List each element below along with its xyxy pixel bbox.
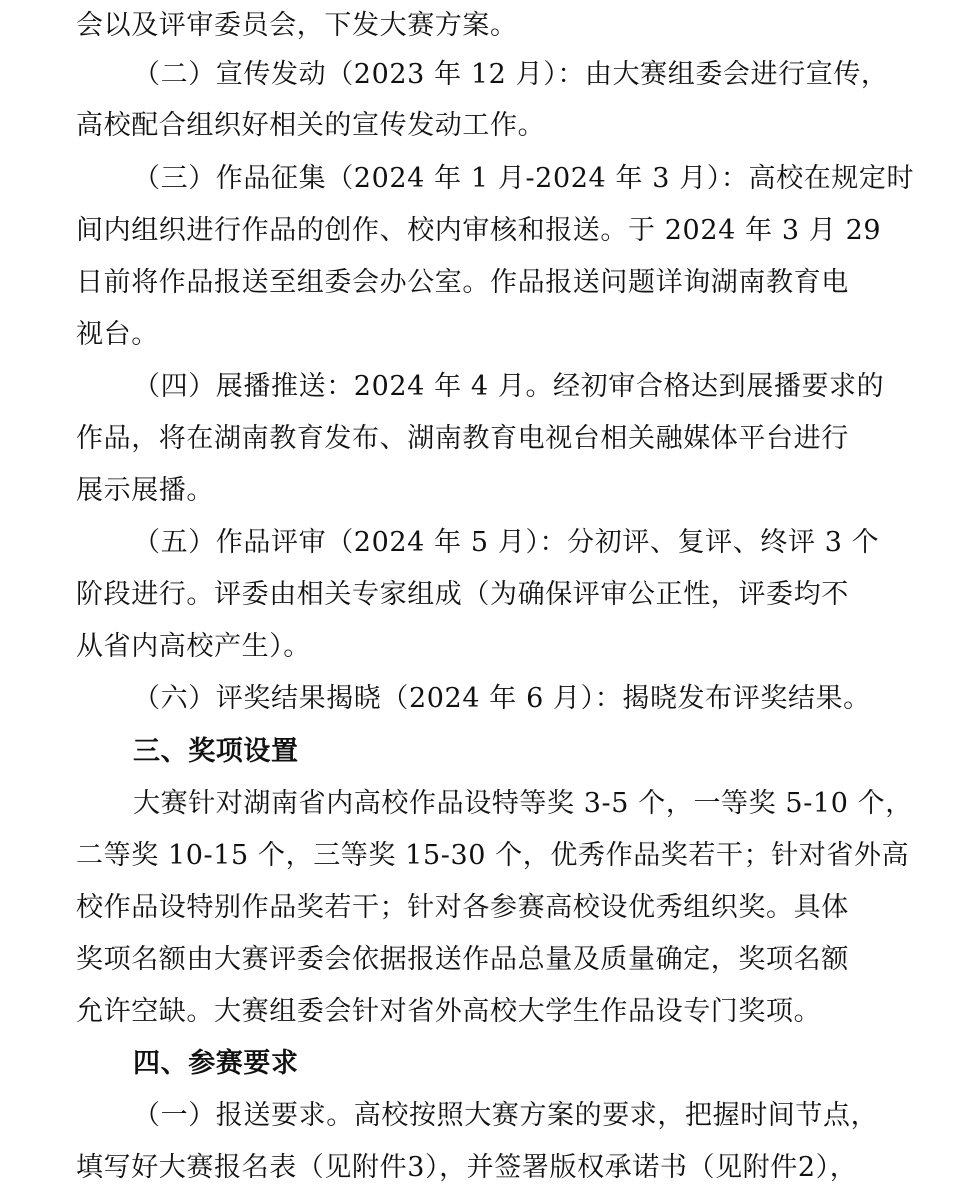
body-line: 校作品设特别作品奖若干；针对各参赛高校设优秀组织奖。具体 <box>76 892 849 923</box>
body-line: 二等奖 10-15 个，三等奖 15-30 个，优秀作品奖若干；针对省外高 <box>76 840 910 871</box>
body-line: （六）评奖结果揭晓（2024 年 6 月）：揭晓发布评奖结果。 <box>133 683 871 714</box>
body-line: 展示展播。 <box>76 475 214 506</box>
body-line: （四）展播推送：2024 年 4 月。经初审合格达到展播要求的 <box>133 371 885 402</box>
body-line: （五）作品评审（2024 年 5 月）：分初评、复评、终评 3 个 <box>133 527 880 558</box>
body-line: （三）作品征集（2024 年 1 月-2024 年 3 月）：高校在规定时 <box>133 163 915 194</box>
body-line: 奖项名额由大赛评委会依据报送作品总量及质量确定，奖项名额 <box>76 944 849 975</box>
body-line: （一）报送要求。高校按照大赛方案的要求，把握时间节点， <box>133 1100 879 1131</box>
section-heading: 三、奖项设置 <box>133 736 299 767</box>
body-line: 日前将作品报送至组委会办公室。作品报送问题详询湖南教育电 <box>76 267 849 298</box>
body-line: 填写好大赛报名表（见附件3），并签署版权承诺书（见附件2）， <box>76 1152 858 1183</box>
body-line: 间内组织进行作品的创作、校内审核和报送。于 2024 年 3 月 29 <box>76 215 882 246</box>
body-line: 阶段进行。评委由相关专家组成（为确保评审公正性，评委均不 <box>76 579 849 610</box>
body-line: （二）宣传发动（2023 年 12 月）：由大赛组委会进行宣传， <box>133 59 889 90</box>
body-line: 大赛针对湖南省内高校作品设特等奖 3-5 个，一等奖 5-10 个， <box>133 788 913 819</box>
section-heading: 四、参赛要求 <box>133 1048 299 1079</box>
body-line: 视台。 <box>76 319 159 350</box>
body-line: 允许空缺。大赛组委会针对省外高校大学生作品设专门奖项。 <box>76 996 822 1027</box>
body-line: 作品，将在湖南教育发布、湖南教育电视台相关融媒体平台进行 <box>76 423 849 454</box>
body-line: 高校配合组织好相关的宣传发动工作。 <box>76 110 546 141</box>
body-line: 从省内高校产生）。 <box>76 631 311 662</box>
body-line: 会以及评审委员会，下发大赛方案。 <box>76 10 518 41</box>
